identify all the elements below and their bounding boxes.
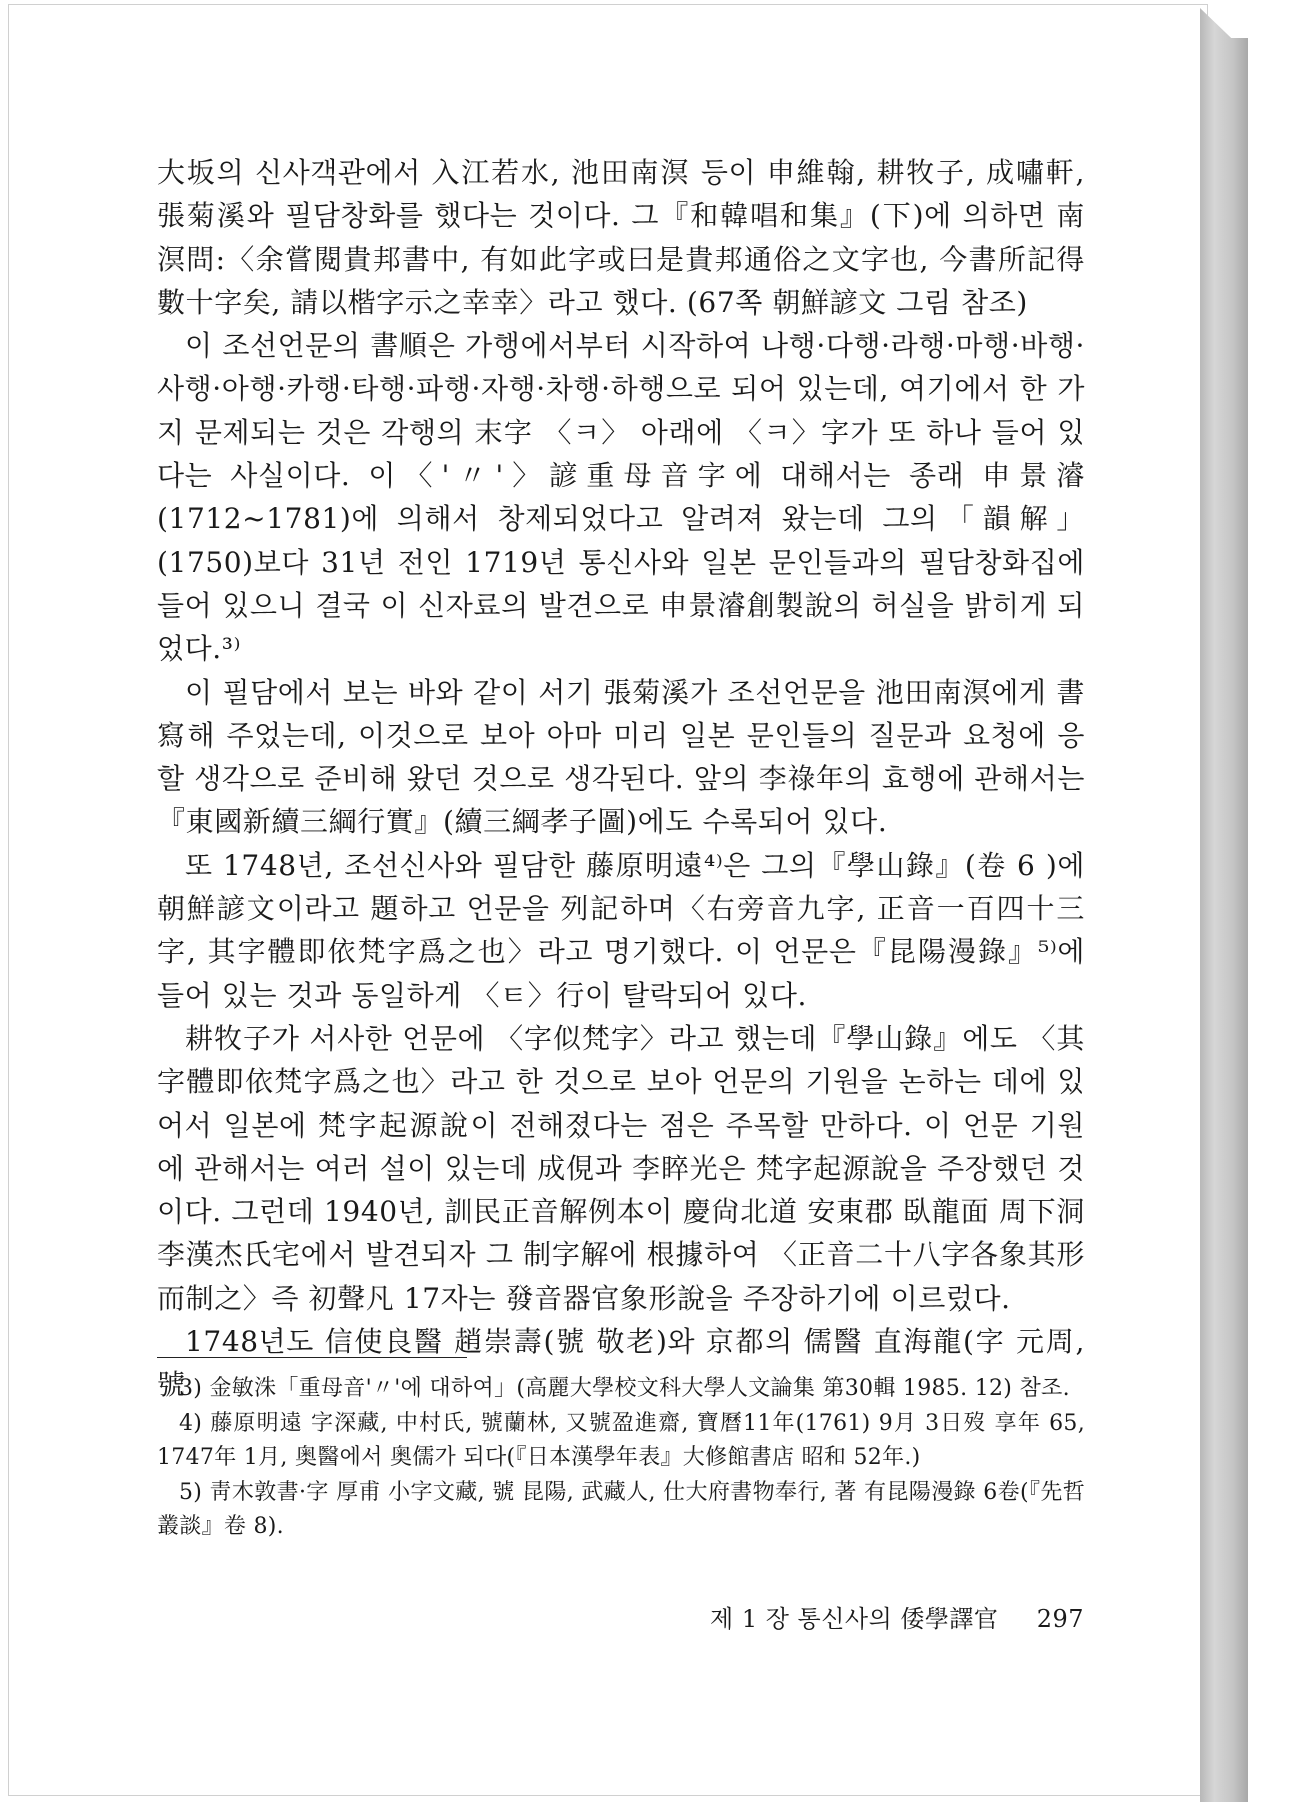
footnote-5: 5) 靑木敦書·字 厚甫 小字文藏, 號 昆陽, 武藏人, 仕大府書物奉行, 著 有昆陽漫錄 6卷(『先哲叢談』卷 8). [157, 1479, 1085, 1539]
footnote-4: 4) 藤原明遠 字深藏, 中村氏, 號蘭林, 又號盈進齋, 寶曆11年(1761) 9月 3日歿 享年 65, 1747年 1月, 奥醫에서 奥儒가 되다(『日本漢學年表』大修館書店 昭和 52年.) [157, 1410, 1085, 1470]
footnote-3: 3) 金敏洙「重母音'〃'에 대하여」(高麗大學校文科大學人文論集 第30輯 1985. 12) 참조. [179, 1376, 1070, 1401]
book-page [8, 4, 1208, 1796]
paragraph-1: 大坂의 신사객관에서 入江若水, 池田南溟 등이 申維翰, 耕牧子, 成嘯軒, 張菊溪와 필담창화를 했다는 것이다. 그『和韓唱和集』(下)에 의하면 南溟問:〈余嘗閱貴邦書中, 有如此字或曰是貴邦通俗之文字也, 今書所記得數十字矣, 請以楷字示之幸幸〉라고 했다. (67쪽 朝鮮諺文 그림 참조) [157, 156, 1085, 319]
footnote-divider [157, 1357, 467, 1358]
paragraph-6: 1748년도 信使良醫 趙崇壽(號 敬老)와 京都의 儒醫 直海龍(字 元周, 號 [157, 1325, 1085, 1402]
paragraph-5: 耕牧子가 서사한 언문에 〈字似梵字〉라고 했는데『學山錄』에도 〈其字體即依梵字爲之也〉라고 한 것으로 보아 언문의 기원을 논하는 데에 있어서 일본에 梵字起源說이 전해졌다는 점은 주목할 만하다. 이 언문 기원에 관해서는 여러 설이 있는데 成俔과 李睟光은 梵字起源說을 주장했던 것이다. 그런데 1940년, 訓民正音解例本이 慶尙北道 安東郡 臥龍面 周下洞 李漢杰氏宅에서 발견되자 그 制字解에 根據하여 〈正音二十八字各象其形而制之〉즉 初聲凡 17자는 發音器官象形說을 주장하기에 이르렀다. [157, 1021, 1085, 1315]
paragraph-3: 이 필담에서 보는 바와 같이 서기 張菊溪가 조선언문을 池田南溟에게 書寫해 주었는데, 이것으로 보아 아마 미리 일본 문인들의 질문과 요청에 응할 생각으로 준비해 왔던 것으로 생각된다. 앞의 李祿年의 효행에 관해서는『東國新續三綱行實』(續三綱孝子圖)에도 수록되어 있다. [157, 675, 1085, 839]
page-edge-shadow [1200, 8, 1248, 1802]
footnotes [157, 1357, 1085, 1545]
paragraph-4: 또 1748년, 조선신사와 필담한 藤原明遠⁴⁾은 그의『學山錄』(卷 6 )에 朝鮮諺文이라고 題하고 언문을 列記하며〈右旁音九字, 正音一百四十三字, 其字體即依梵字爲之也〉라고 명기했다. 이 언문은『昆陽漫錄』⁵⁾에 들어 있는 것과 동일하게 〈ㅌ〉行이 탈락되어 있다. [157, 848, 1085, 1012]
chapter-title: 제 1 장 통신사의 倭學譯官 [710, 1605, 999, 1633]
body-text [157, 151, 1085, 1407]
running-footer [679, 1599, 1084, 1634]
page-number: 297 [1036, 1605, 1084, 1633]
paragraph-2: 이 조선언문의 書順은 가행에서부터 시작하여 나행·다행·라행·마행·바행·사행·아행·카행·타행·파행·자행·차행·하행으로 되어 있는데, 여기에서 한 가지 문제되는 것은 각행의 末字 〈ㅋ〉 아래에 〈ㅋ〉字가 또 하나 들어 있다는 사실이다. 이〈'〃'〉諺重母音字에 대해서는 종래 申景濬(1712~1781)에 의해서 창제되었다고 알려져 왔는데 그의「韻解」(1750)보다 31년 전인 1719년 통신사와 일본 문인들과의 필담창화집에 들어 있으니 결국 이 신자료의 발견으로 申景濬創製說의 허실을 밝히게 되었다.³⁾ [157, 329, 1085, 666]
